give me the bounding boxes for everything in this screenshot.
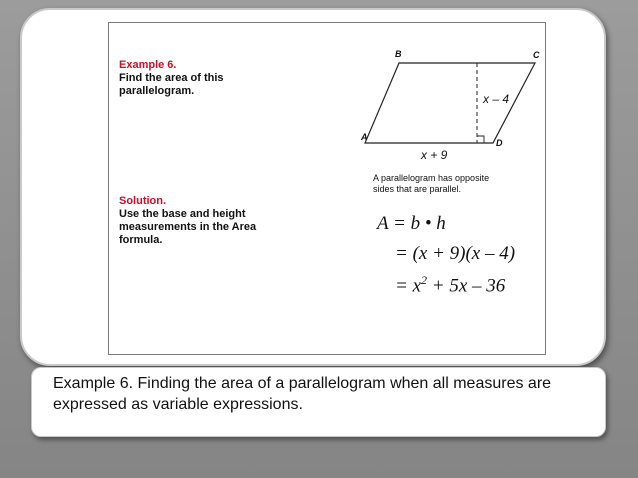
solution-line-3: formula.: [119, 234, 163, 246]
solution-heading: Solution.: [119, 195, 167, 207]
formula-exponent: 2: [421, 273, 428, 287]
solution-block: [119, 195, 291, 247]
note-line-2: sides that are parallel.: [373, 184, 462, 194]
example-heading: Example 6.: [119, 59, 177, 71]
solution-line-2: measurements in the Area: [119, 221, 257, 233]
vertex-a-label: A: [361, 132, 368, 142]
example-line-2: parallelogram.: [119, 85, 195, 97]
example-block: [119, 59, 269, 98]
vertex-d-label: D: [496, 138, 503, 148]
formula-line-3-tail: + 5x – 36: [427, 275, 506, 297]
right-angle-mark: [477, 136, 484, 143]
parallelogram-diagram: [361, 43, 541, 163]
solution-line-1: Use the base and height: [119, 208, 246, 220]
example-line-1: Find the area of this: [119, 72, 224, 84]
caption-text: Example 6. Finding the area of a parallelogram when all measures are expressed as variable expressions.: [53, 375, 552, 413]
formula-line-3-lead: = x: [395, 275, 422, 297]
slide-card: [20, 8, 606, 366]
formula-line-3: [395, 273, 505, 297]
vertex-c-label: C: [533, 50, 540, 60]
height-label: x – 4: [483, 92, 510, 106]
note-line-1: A parallelogram has opposite: [373, 173, 490, 183]
content-frame: [108, 22, 546, 355]
vertex-b-label: B: [395, 49, 402, 59]
formula-line-2: = (x + 9)(x – 4): [395, 243, 516, 264]
caption-card: [31, 367, 606, 437]
parallelogram-shape: [365, 63, 535, 143]
formula-line-1: A = b • h: [377, 213, 446, 234]
parallel-note: [373, 173, 523, 195]
base-label: x + 9: [421, 148, 448, 162]
